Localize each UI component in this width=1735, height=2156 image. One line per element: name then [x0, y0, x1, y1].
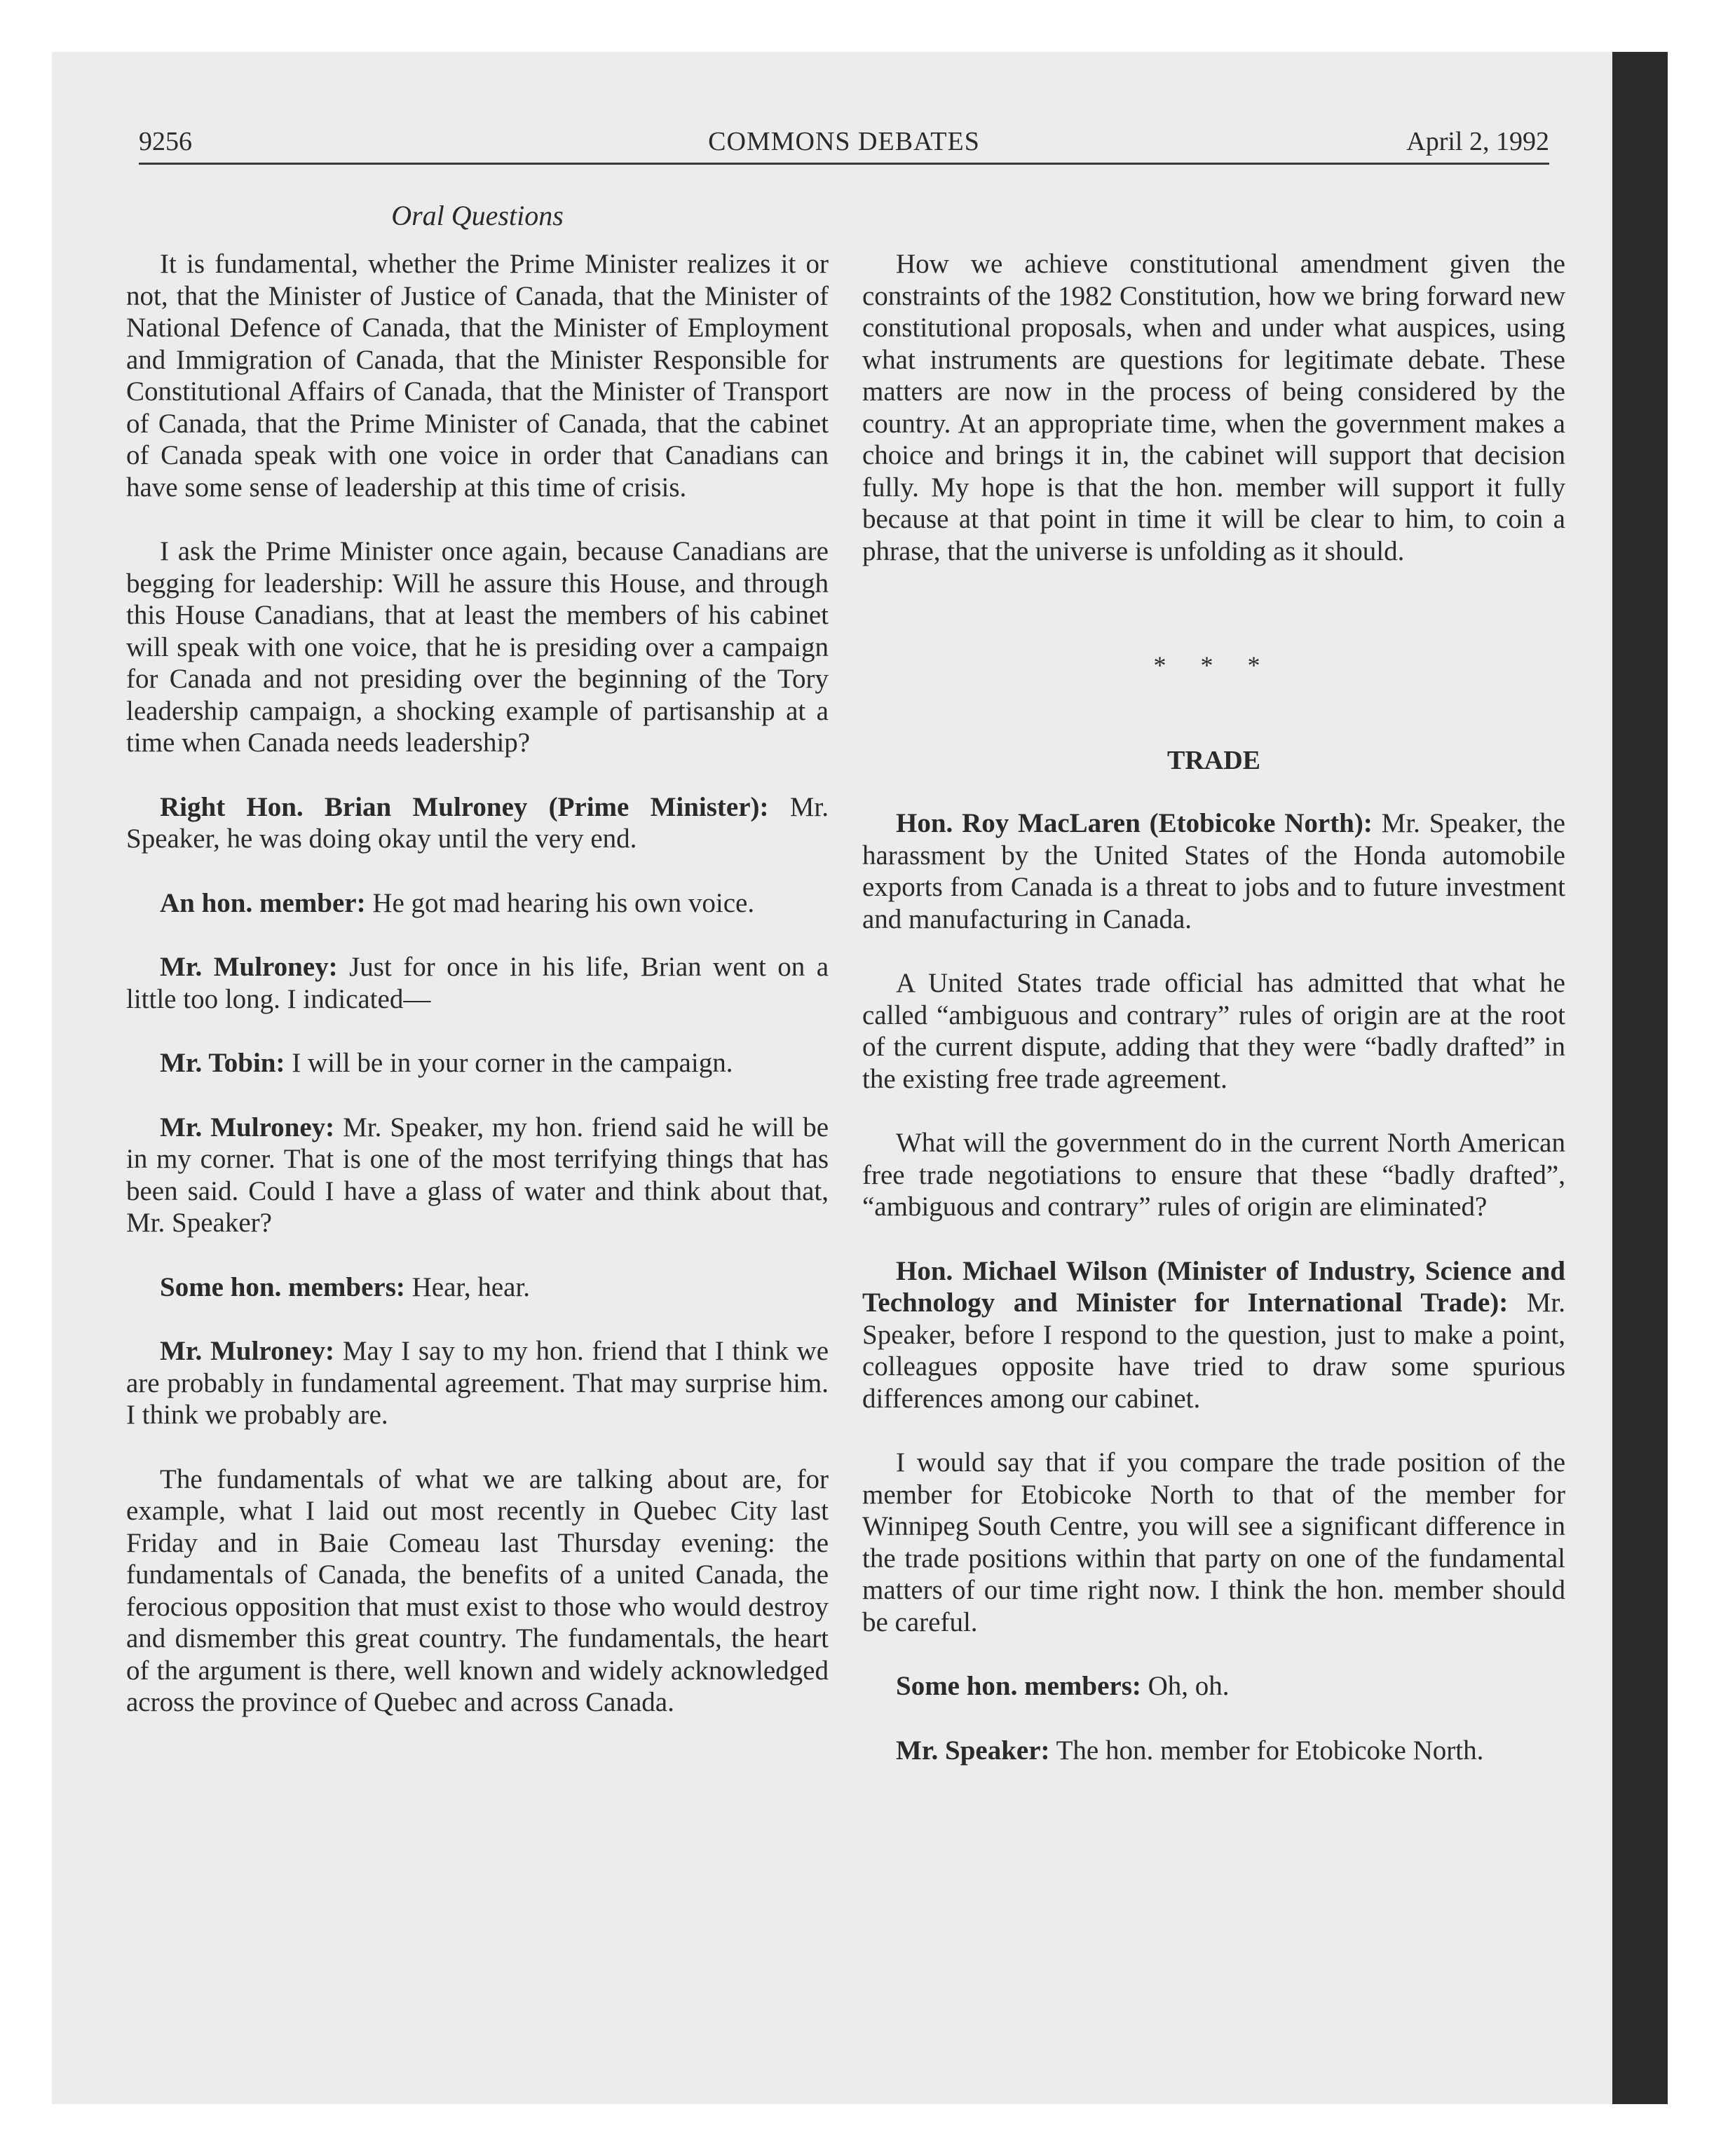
page-header [139, 121, 1549, 165]
page-number: 9256 [139, 127, 192, 156]
paragraph: Right Hon. Brian Mulroney (Prime Minister): Mr. Speaker, he was doing okay until the very end. [126, 791, 829, 854]
paragraph: A United States trade official has admitted that what he called “ambiguous and contrary” rules of origin are at the root of the current dispute, adding that they were “badly drafted” in the existing free trade agreement. [862, 968, 1565, 1094]
paragraph: Mr. Mulroney: Mr. Speaker, my hon. friend said he will be in my corner. That is one of the most terrifying things that has been said. Could I have a glass of water and think about that, Mr. Speaker? [126, 1112, 829, 1238]
speaker-name: An hon. member: [160, 887, 366, 918]
speaker-name: Some hon. members: [160, 1271, 405, 1302]
speaker-name: Right Hon. Brian Mulroney (Prime Minister): [160, 791, 769, 822]
paragraph: Mr. Speaker: The hon. member for Etobicoke North. [896, 1735, 1484, 1766]
paragraph: How we achieve constitutional amendment given the constraints of the 1982 Constitution, how we bring forward new constitutional proposals, when and under what auspices, using what instruments are questions for legitimate debate. These matters are now in the process of being considered by the country. At an appropriate time, when the government makes a choice and brings it in, the cabinet will support that decision fully. My hope is that the hon. member will support it fully because at that point in time it will be clear to him, to coin a phrase, that the universe is unfolding as it should. [862, 249, 1565, 566]
left-column [126, 248, 829, 1751]
speaker-name: Mr. Speaker: [896, 1735, 1050, 1766]
speaker-name: Mr. Mulroney: [160, 1336, 335, 1366]
paragraph: Some hon. members: Hear, hear. [160, 1271, 531, 1302]
speaker-name: Hon. Michael Wilson (Minister of Industry, Science and Technology and Minister for International Trade): [862, 1255, 1565, 1318]
paragraph: An hon. member: He got mad hearing his own voice. [160, 887, 755, 918]
speaker-name: Mr. Mulroney: [160, 952, 338, 982]
section-title: Oral Questions [391, 200, 564, 231]
section-separator: * * * [1153, 651, 1274, 679]
paragraph: Hon. Roy MacLaren (Etobicoke North): Mr. Speaker, the harassment by the United States of the Honda automobile exports from Canada is a threat to jobs and to future investment and manufacturing in Canada. [862, 808, 1565, 934]
paragraph: Mr. Mulroney: Just for once in his life, Brian went on a little too long. I indicated— [126, 952, 829, 1014]
publication-date: April 2, 1992 [1406, 127, 1549, 156]
scan-edge-shadow [1612, 52, 1668, 2104]
paragraph: Mr. Mulroney: May I say to my hon. friend that I think we are probably in fundamental agreement. That may surprise him. I think we probably are. [126, 1336, 829, 1430]
paragraph: I would say that if you compare the trade position of the member for Etobicoke North to that of the member for Winnipeg South Centre, you will see a significant difference in the trade positions within that party on one of the fundamental matters of our time right now. I think the hon. member should be careful. [862, 1447, 1565, 1637]
paragraph: Some hon. members: Oh, oh. [896, 1671, 1230, 1701]
paragraph: It is fundamental, whether the Prime Minister realizes it or not, that the Minister of Justice of Canada, that the Minister of National Defence of Canada, that the Minister of Employment and Immigration of Canada, that the Minister Responsible for Constitutional Affairs of Canada, that the Minister of Transport of Canada, that the Prime Minister of Canada, that the cabinet of Canada speak with one voice in order that Canadians can have some sense of leadership at this time of crisis. [126, 249, 829, 503]
speaker-name: Some hon. members: [896, 1671, 1141, 1701]
paragraph: The fundamentals of what we are talking about are, for example, what I laid out most recently in Quebec City last Friday and in Baie Comeau last Thursday evening: the fundamentals of Canada, the benefits of a united Canada, the ferocious opposition that must exist to those who would destroy and dismember this great country. The fundamentals, the heart of the argument is there, well known and widely acknowledged across the province of Quebec and across Canada. [126, 1464, 829, 1717]
publication-title: COMMONS DEBATES [708, 127, 980, 156]
right-column [862, 248, 1565, 1799]
speaker-name: Mr. Mulroney: [160, 1112, 335, 1142]
paragraph: What will the government do in the current North American free trade negotiations to ensure that these “badly drafted”, “ambiguous and contrary” rules of origin are eliminated? [862, 1128, 1565, 1222]
paragraph: Hon. Michael Wilson (Minister of Industry, Science and Technology and Minister for International Trade): Mr. Speaker, before I respond to the question, just to make a point, colleagues opposite have tried to draw some spurious differences among our cabinet. [862, 1255, 1566, 1414]
paragraph: I ask the Prime Minister once again, because Canadians are begging for leadership: Will he assure this House, and through this House Canadians, that at least the members of his cabinet will speak with one voice, that he is presiding over a campaign for Canada and not presiding over the beginning of the Tory leadership campaign, a shocking example of partisanship at a time when Canada needs leadership? [126, 536, 829, 758]
speaker-name: Hon. Roy MacLaren (Etobicoke North): [896, 808, 1373, 838]
speaker-name: Mr. Tobin: [160, 1048, 285, 1078]
subheading-trade: TRADE [1166, 745, 1261, 775]
paragraph: Mr. Tobin: I will be in your corner in the campaign. [160, 1048, 733, 1078]
